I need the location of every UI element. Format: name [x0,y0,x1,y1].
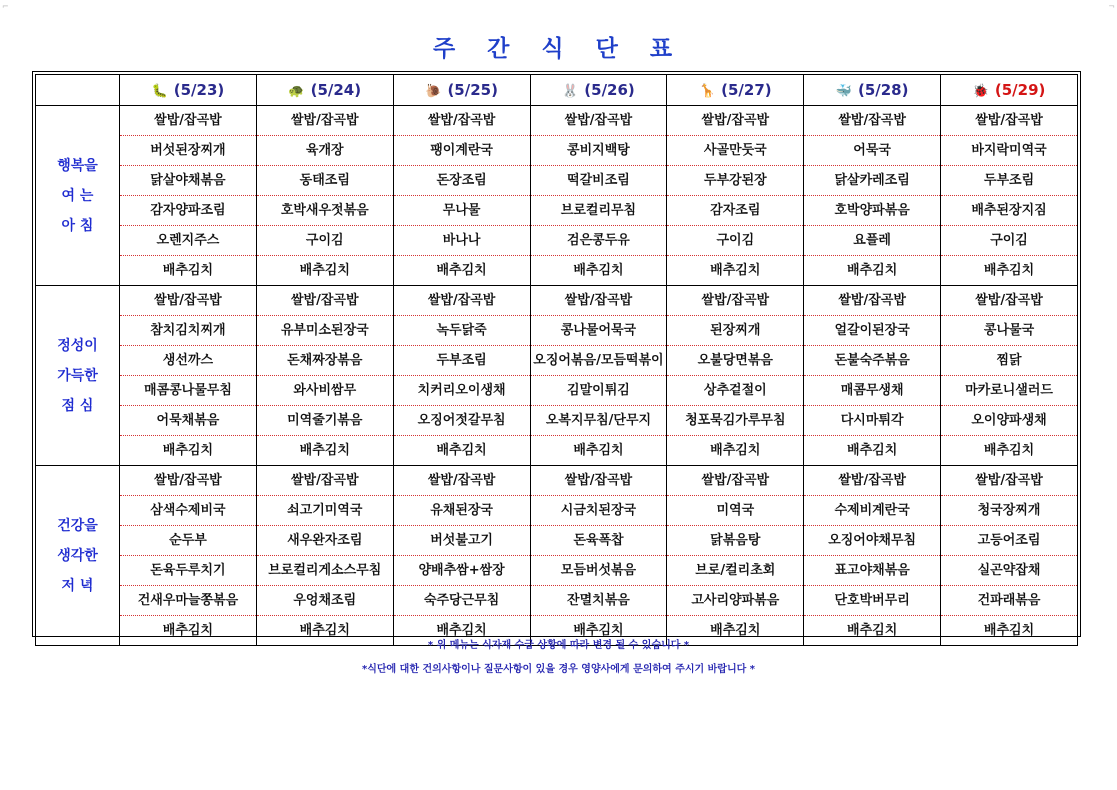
menu-item: 쌀밥/잡곡밥 [394,106,530,136]
menu-cell [667,286,804,466]
menu-item: 돈장조림 [394,166,530,196]
day-date-label: (5/29) [994,81,1046,99]
meal-label-line: 여 는 [61,187,94,204]
day-animal-icon: 🐌 [425,84,442,99]
menu-item: 유채된장국 [394,496,530,526]
menu-item: 배추김치 [847,443,898,458]
day-animal-icon: 🐛 [151,84,168,99]
menu-cell [804,466,941,646]
menu-cell [120,466,257,646]
menu-item: 와사비쌈무 [257,376,393,406]
menu-item: 두부강된장 [667,166,803,196]
menu-item: 쌀밥/잡곡밥 [394,466,530,496]
menu-cell [256,106,393,286]
day-header [667,75,804,106]
menu-item: 미역줄기볶음 [257,406,393,436]
menu-item: 모듬버섯볶음 [531,556,667,586]
menu-item: 고사리양파볶음 [667,586,803,616]
menu-item: 쌀밥/잡곡밥 [804,286,940,316]
menu-cell [941,466,1078,646]
day-header [393,75,530,106]
menu-item: 청국장찌개 [941,496,1077,526]
menu-item: 배추김치 [983,443,1035,458]
menu-item: 숙주당근무침 [394,586,530,616]
menu-cell [667,466,804,646]
menu-item: 배추김치 [436,263,487,278]
menu-cell [120,106,257,286]
day-date-label: (5/24) [310,81,362,99]
menu-item: 닭볶음탕 [667,526,803,556]
menu-item: 호박새우젓볶음 [257,196,393,226]
corner-mark-icon: ¬ [1108,2,1115,11]
menu-item: 브로/컬리초회 [667,556,803,586]
menu-item: 콩비지백탕 [531,136,667,166]
menu-item: 쌀밥/잡곡밥 [257,286,393,316]
menu-item: 삼색수제비국 [120,496,256,526]
menu-item: 검은콩두유 [531,226,667,256]
menu-item: 쌀밥/잡곡밥 [120,106,256,136]
menu-item: 오징어야채무침 [804,526,940,556]
menu-item: 콩나물국 [941,316,1077,346]
weekly-menu-table [35,74,1078,646]
menu-item: 매콤콩나물무침 [120,376,256,406]
corner-mark-icon: ⌐ [2,2,9,11]
meal-label-line: 가득한 [57,367,98,384]
menu-item: 배추된장지짐 [941,196,1077,226]
menu-item: 오불당면볶음 [667,346,803,376]
menu-item: 배추김치 [710,623,761,638]
page-title: 주 간 식 단 표 [432,36,685,62]
corner-cell [36,75,120,106]
menu-item: 쌀밥/잡곡밥 [394,286,530,316]
day-animal-icon: 🐳 [835,84,852,99]
menu-item: 미역국 [667,496,803,526]
menu-item: 두부조림 [394,346,530,376]
menu-cell [804,106,941,286]
menu-item: 감자양파조림 [120,196,256,226]
menu-item: 돈육폭찹 [531,526,667,556]
meal-row [36,106,1078,286]
menu-item: 쇠고기미역국 [257,496,393,526]
meal-label-line: 생각한 [57,547,98,564]
day-animal-icon: 🦒 [698,84,716,99]
menu-item: 떡갈비조림 [531,166,667,196]
menu-item: 새우완자조림 [257,526,393,556]
menu-item: 찜닭 [941,346,1077,376]
menu-item: 참치김치찌개 [120,316,256,346]
meal-label-line: 저 녁 [61,577,94,594]
menu-item: 쌀밥/잡곡밥 [531,466,667,496]
menu-item: 쌀밥/잡곡밥 [531,286,667,316]
menu-item: 건새우마늘쫑볶음 [120,586,256,616]
menu-item: 양배추쌈+쌈장 [394,556,530,586]
meal-label [36,466,120,646]
menu-item: 배추김치 [436,443,487,458]
menu-item: 오복지무침/단무지 [531,406,667,436]
menu-item: 배추김치 [299,623,350,638]
menu-item: 오징어젓갈무침 [394,406,530,436]
menu-item: 사골만둣국 [667,136,803,166]
menu-item: 어묵국 [804,136,940,166]
menu-item: 우엉채조림 [257,586,393,616]
menu-item: 배추김치 [983,623,1035,638]
menu-cell [804,286,941,466]
menu-item: 순두부 [120,526,256,556]
menu-item: 돈육두루치기 [120,556,256,586]
menu-item: 배추김치 [983,263,1035,278]
menu-item: 배추김치 [847,623,898,638]
day-header [530,75,667,106]
day-date-label: (5/23) [173,81,225,99]
menu-item: 배추김치 [710,263,761,278]
menu-item: 녹두닭죽 [394,316,530,346]
menu-item: 버섯된장찌개 [120,136,256,166]
day-header [256,75,393,106]
menu-item: 쌀밥/잡곡밥 [667,286,803,316]
menu-item: 쌀밥/잡곡밥 [667,106,803,136]
day-date-label: (5/27) [721,81,772,99]
day-animal-icon: 🐢 [288,84,305,99]
day-date-label: (5/25) [447,81,498,99]
menu-item: 동태조림 [257,166,393,196]
menu-item: 쌀밥/잡곡밥 [120,286,256,316]
menu-cell [120,286,257,466]
menu-item: 유부미소된장국 [257,316,393,346]
menu-cell [530,286,667,466]
menu-item: 시금치된장국 [531,496,667,526]
menu-item: 두부조림 [941,166,1077,196]
menu-item: 단호박버무리 [804,586,940,616]
menu-item: 바나나 [394,226,530,256]
menu-item: 바지락미역국 [941,136,1077,166]
meal-label [36,286,120,466]
menu-item: 김말이튀김 [531,376,667,406]
menu-item: 배추김치 [710,443,761,458]
menu-item: 브로컬리무침 [531,196,667,226]
menu-item: 버섯불고기 [394,526,530,556]
menu-cell [256,466,393,646]
menu-item: 다시마튀각 [804,406,940,436]
menu-item: 오이양파생채 [941,406,1077,436]
menu-item: 배추김치 [573,623,624,638]
menu-cell [530,106,667,286]
meal-row [36,286,1078,466]
menu-item: 쌀밥/잡곡밥 [941,466,1077,496]
meal-label-line: 점 심 [61,397,94,414]
menu-item: 배추김치 [162,443,214,458]
menu-item: 배추김치 [299,443,350,458]
menu-item: 수제비계란국 [804,496,940,526]
menu-item: 상추겉절이 [667,376,803,406]
menu-item: 쌀밥/잡곡밥 [804,466,940,496]
menu-item: 팽이계란국 [394,136,530,166]
menu-cell [256,286,393,466]
menu-item: 배추김치 [162,623,214,638]
menu-cell [393,286,530,466]
menu-item: 돈채짜장볶음 [257,346,393,376]
menu-item: 배추김치 [436,623,487,638]
menu-item: 배추김치 [847,263,898,278]
menu-item: 닭살카레조림 [804,166,940,196]
meal-label [36,106,120,286]
meal-label-line: 정성이 [57,337,98,354]
menu-item: 쌀밥/잡곡밥 [531,106,667,136]
menu-item: 쌀밥/잡곡밥 [941,106,1077,136]
menu-cell [393,106,530,286]
day-header [120,75,257,106]
menu-item: 쌀밥/잡곡밥 [804,106,940,136]
meal-row [36,466,1078,646]
menu-item: 호박양파볶음 [804,196,940,226]
menu-item: 치커리오이생채 [394,376,530,406]
menu-cell [667,106,804,286]
menu-item: 구이김 [257,226,393,256]
menu-item: 감자조림 [667,196,803,226]
menu-item: 된장찌개 [667,316,803,346]
day-animal-icon: 🐰 [562,84,579,99]
menu-cell [530,466,667,646]
menu-item: 오징어볶음/모듬떡볶이 [531,346,667,376]
menu-cell [393,466,530,646]
menu-item: 표고야채볶음 [804,556,940,586]
notice-change: * 위 메뉴는 식자재 수급 상황에 따라 변경 될 수 있습니다 * [427,640,690,651]
menu-item: 닭살야채볶음 [120,166,256,196]
menu-item: 쌀밥/잡곡밥 [667,466,803,496]
menu-item: 돈불숙주볶음 [804,346,940,376]
menu-item: 실곤약잡채 [941,556,1077,586]
menu-item: 구이김 [941,226,1077,256]
menu-item: 얼갈이된장국 [804,316,940,346]
menu-item: 청포묵김가루무침 [667,406,803,436]
menu-item: 배추김치 [299,263,350,278]
menu-table-frame [32,71,1081,637]
menu-item: 오렌지주스 [120,226,256,256]
notice-inquiry: *식단에 대한 건의사항이나 질문사항이 있을 경우 영양사에게 문의하여 주시기 바랍니다 * [361,664,756,675]
menu-item: 고등어조림 [941,526,1077,556]
menu-item: 배추김치 [573,443,624,458]
meal-label-line: 행복을 [57,157,98,174]
menu-item: 쌀밥/잡곡밥 [120,466,256,496]
menu-item: 마카로니샐러드 [941,376,1077,406]
meal-label-line: 건강을 [57,517,98,534]
menu-item: 요플레 [804,226,940,256]
day-animal-icon: 🐞 [972,84,989,99]
menu-item: 무나물 [394,196,530,226]
menu-item: 배추김치 [573,263,624,278]
menu-item: 브로컬리게소스무침 [257,556,393,586]
menu-item: 육개장 [257,136,393,166]
menu-item: 쌀밥/잡곡밥 [257,106,393,136]
day-header [941,75,1078,106]
menu-cell [941,286,1078,466]
menu-item: 배추김치 [162,263,214,278]
meal-label-line: 아 침 [61,217,94,234]
menu-item: 잔멸치볶음 [531,586,667,616]
day-header-row [36,75,1078,106]
day-date-label: (5/26) [584,81,635,99]
day-header [804,75,941,106]
menu-item: 생선까스 [120,346,256,376]
menu-cell [941,106,1078,286]
menu-item: 매콤무생채 [804,376,940,406]
menu-item: 건파래볶음 [941,586,1077,616]
day-date-label: (5/28) [857,81,909,99]
menu-item: 쌀밥/잡곡밥 [941,286,1077,316]
menu-item: 콩나물어묵국 [531,316,667,346]
menu-item: 쌀밥/잡곡밥 [257,466,393,496]
menu-item: 구이김 [667,226,803,256]
menu-item: 어묵채볶음 [120,406,256,436]
